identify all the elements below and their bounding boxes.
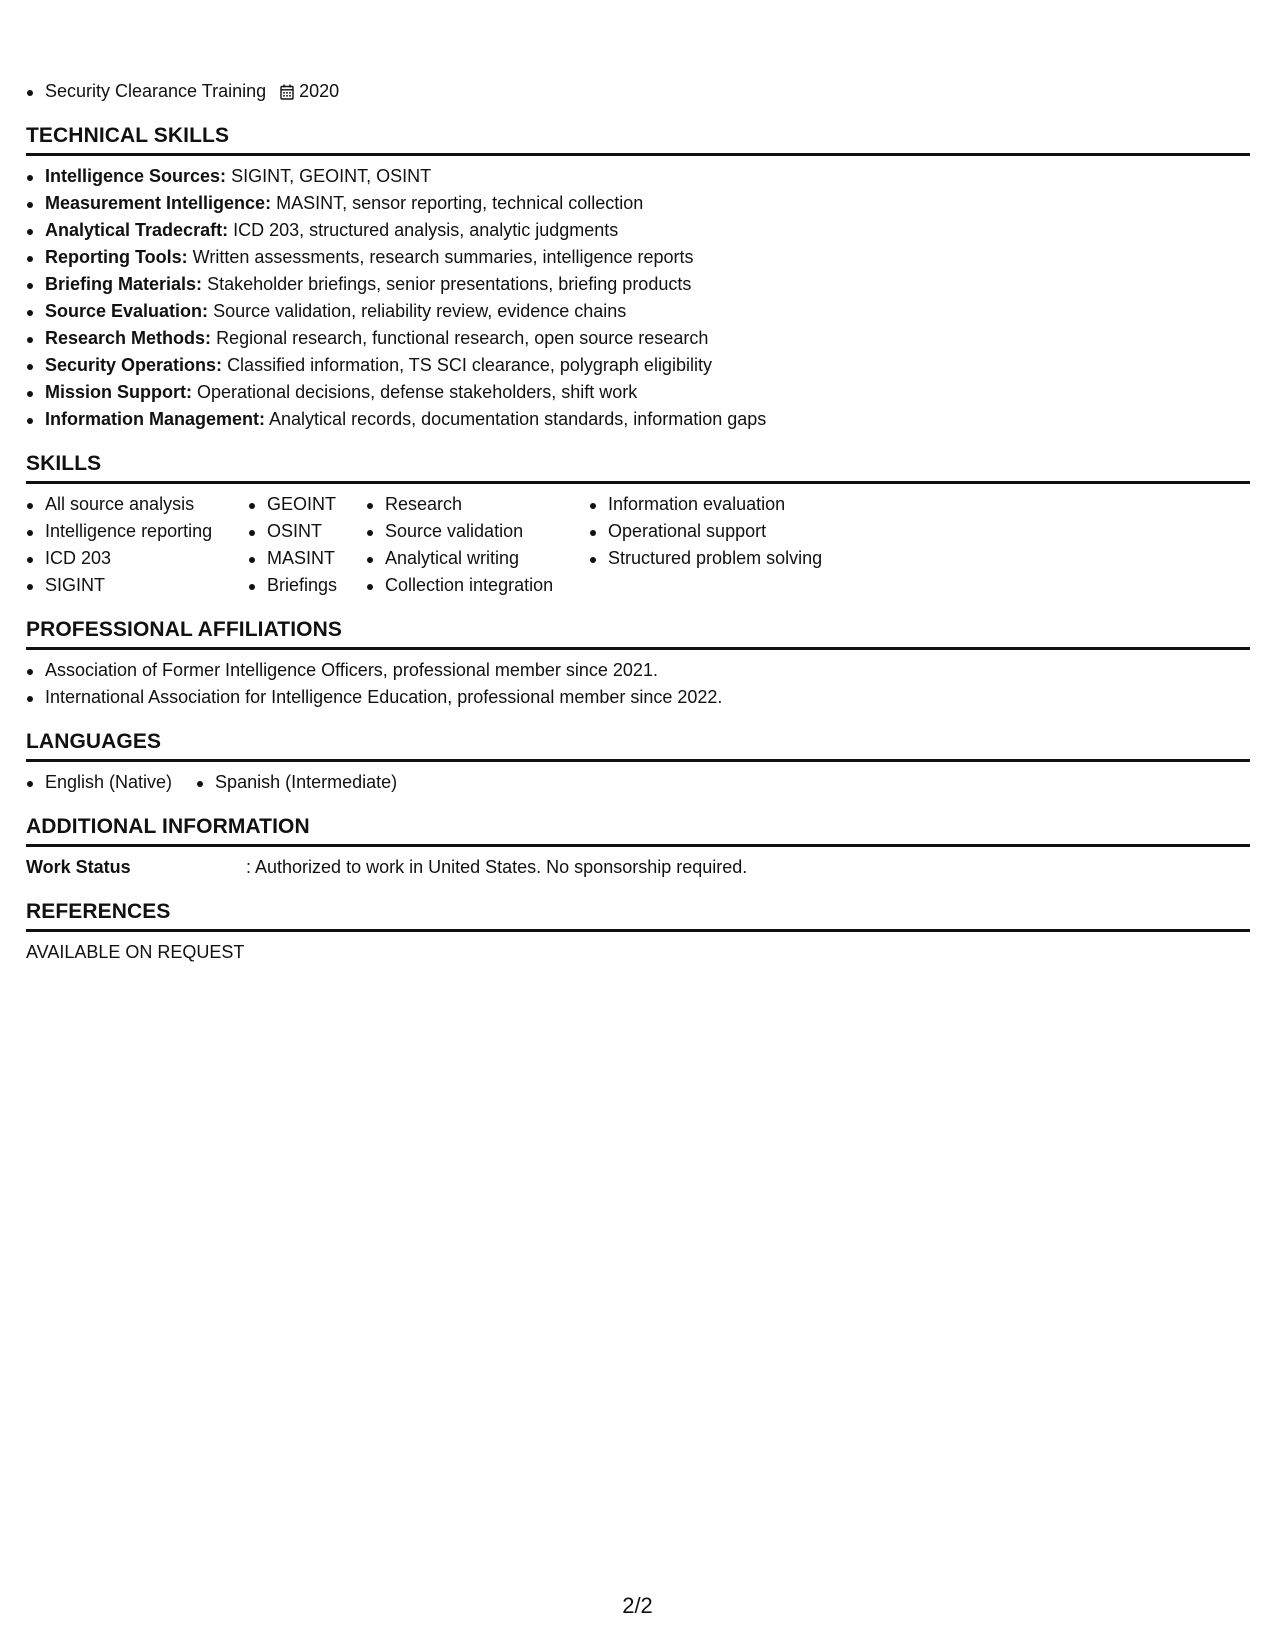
skill-item: All source analysis xyxy=(26,491,248,518)
work-status-label: Work Status xyxy=(26,857,131,877)
technical-skill-value: Source validation, reliability review, evidence chains xyxy=(213,301,627,321)
technical-skill-label: Analytical Tradecraft: xyxy=(45,220,229,240)
technical-skill-value: Regional research, functional research, open source research xyxy=(216,328,709,348)
technical-skill-value: Analytical records, documentation standards, information gaps xyxy=(269,409,767,429)
language-item: Spanish (Intermediate) xyxy=(196,769,397,796)
additional-info-heading: ADDITIONAL INFORMATION xyxy=(26,814,1250,847)
skills-column xyxy=(248,491,366,599)
skill-item: Operational support xyxy=(589,518,869,545)
technical-skill-item xyxy=(26,217,1250,244)
additional-info-section xyxy=(26,814,1250,881)
technical-skill-value: Classified information, TS SCI clearance, polygraph eligibility xyxy=(227,355,712,375)
affiliation-item: International Association for Intelligence Education, professional member since 2022. xyxy=(26,684,1250,711)
technical-skill-item xyxy=(26,271,1250,298)
technical-skill-item xyxy=(26,406,1250,433)
technical-skill-item xyxy=(26,325,1250,352)
technical-skills-heading: TECHNICAL SKILLS xyxy=(26,123,1250,156)
technical-skill-item xyxy=(26,244,1250,271)
skills-heading: SKILLS xyxy=(26,451,1250,484)
language-item: English (Native) xyxy=(26,769,172,796)
technical-skill-value: Operational decisions, defense stakeholders, shift work xyxy=(197,382,638,402)
technical-skills-section xyxy=(26,123,1250,433)
technical-skill-item xyxy=(26,379,1250,406)
skill-item: Source validation xyxy=(366,518,589,545)
skill-item: Research xyxy=(366,491,589,518)
technical-skill-label: Measurement Intelligence: xyxy=(45,193,272,213)
technical-skill-label: Reporting Tools: xyxy=(45,247,188,267)
technical-skill-item xyxy=(26,163,1250,190)
references-text: AVAILABLE ON REQUEST xyxy=(26,942,245,962)
technical-skill-value: Written assessments, research summaries, intelligence reports xyxy=(192,247,694,267)
certification-item xyxy=(26,78,1250,105)
skills-column xyxy=(366,491,589,599)
technical-skill-value: SIGINT, GEOINT, OSINT xyxy=(231,166,432,186)
technical-skill-label: Source Evaluation: xyxy=(45,301,209,321)
skill-item: GEOINT xyxy=(248,491,366,518)
work-status-value: : Authorized to work in United States. No sponsorship required. xyxy=(246,857,748,877)
technical-skill-value: Stakeholder briefings, senior presentations, briefing products xyxy=(207,274,692,294)
technical-skill-item xyxy=(26,298,1250,325)
references-section xyxy=(26,899,1250,966)
affiliations-list xyxy=(26,650,1250,711)
skills-columns xyxy=(26,484,1250,599)
technical-skill-label: Mission Support: xyxy=(45,382,192,402)
technical-skill-label: Security Operations: xyxy=(45,355,223,375)
affiliations-section xyxy=(26,617,1250,711)
affiliations-heading: PROFESSIONAL AFFILIATIONS xyxy=(26,617,1250,650)
technical-skill-value: MASINT, sensor reporting, technical collection xyxy=(276,193,644,213)
skill-item: MASINT xyxy=(248,545,366,572)
skills-column xyxy=(26,491,248,599)
languages-section xyxy=(26,729,1250,796)
languages-list xyxy=(26,762,1250,796)
technical-skill-label: Information Management: xyxy=(45,409,266,429)
skill-item: Briefings xyxy=(248,572,366,599)
technical-skill-label: Intelligence Sources: xyxy=(45,166,227,186)
skill-item: Intelligence reporting xyxy=(26,518,248,545)
skill-item: ICD 203 xyxy=(26,545,248,572)
work-status-row xyxy=(26,847,1250,881)
certification-year: 2020 xyxy=(299,81,340,101)
technical-skill-label: Briefing Materials: xyxy=(45,274,203,294)
skill-item: Analytical writing xyxy=(366,545,589,572)
technical-skill-value: ICD 203, structured analysis, analytic judgments xyxy=(233,220,619,240)
certification-list xyxy=(26,78,1250,105)
technical-skills-list xyxy=(26,156,1250,433)
skill-item: Collection integration xyxy=(366,572,589,599)
resume-page xyxy=(26,78,1250,966)
calendar-icon xyxy=(280,84,294,100)
skill-item: OSINT xyxy=(248,518,366,545)
page-number: 2/2 xyxy=(622,1593,653,1618)
certification-name: Security Clearance Training xyxy=(45,81,267,101)
languages-heading: LANGUAGES xyxy=(26,729,1250,762)
skill-item: Information evaluation xyxy=(589,491,869,518)
skill-item: Structured problem solving xyxy=(589,545,869,572)
skill-item: SIGINT xyxy=(26,572,248,599)
technical-skill-label: Research Methods: xyxy=(45,328,212,348)
technical-skill-item xyxy=(26,190,1250,217)
affiliation-item: Association of Former Intelligence Officers, professional member since 2021. xyxy=(26,657,1250,684)
skills-section xyxy=(26,451,1250,599)
references-heading: REFERENCES xyxy=(26,899,1250,932)
technical-skill-item xyxy=(26,352,1250,379)
skills-column xyxy=(589,491,869,599)
